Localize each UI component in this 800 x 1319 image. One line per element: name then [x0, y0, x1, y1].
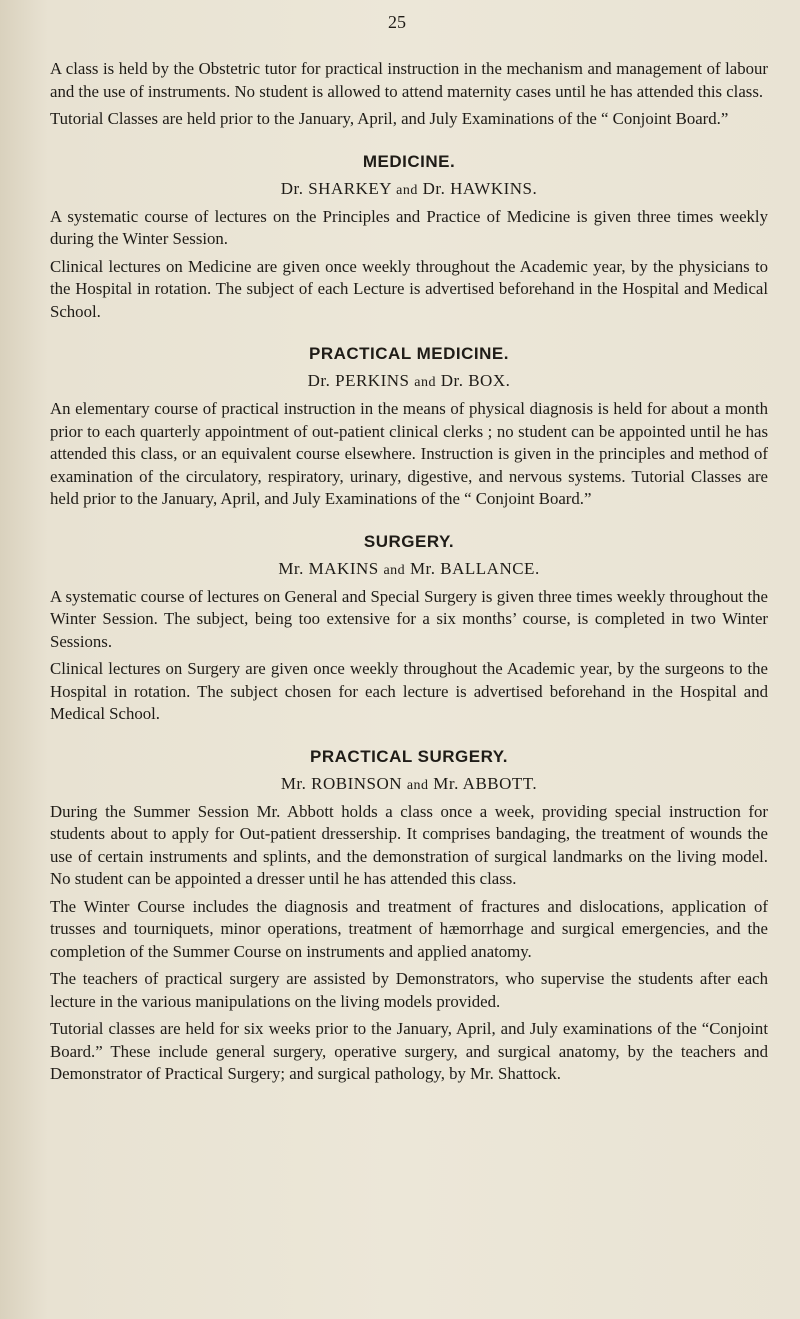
paragraph: A class is held by the Obstetric tutor for practical instruction in the mechanism and management of labour and the use of instruments. No student is allowed to attend maternity cases until he has attended this class. [50, 59, 768, 101]
paragraph: Clinical lectures on Medicine are given once weekly throughout the Academic year, by the physicians to the Hospital in rotation. The subject of each Lecture is advertised beforehand in the Hospital and Medical School. [50, 256, 768, 321]
paragraph: During the Summer Session Mr. Abbott holds a class once a week, providing special instruction for students about to apply for Out-patient dressership. It comprises bandaging, the treatment of wounds the use of certain instruments and splints, and the demonstration of surgical landmarks on the living model. No student can be appointed a dresser until he has attended this class. [50, 801, 768, 888]
lecturer-name: Mr. MAKINS [278, 558, 379, 578]
section-medicine [50, 152, 768, 324]
lecturer-name: Dr. HAWKINS. [422, 178, 538, 198]
lecturers-line [50, 559, 768, 579]
lecturer-name: Dr. SHARKEY [280, 178, 392, 198]
section-heading: PRACTICAL MEDICINE. [309, 344, 509, 363]
paragraph: The Winter Course includes the diagnosis and treatment of fractures and dislocations, application of trusses and tourniquets, minor operations, treatment of hæmorrhage and surgical emergencies, and the completion of the Summer Course on instruments and applied anatomy. [50, 896, 768, 961]
paragraph: Tutorial Classes are held prior to the January, April, and July Examinations of the “ Conjoint Board.” [50, 109, 729, 128]
paragraph: An elementary course of practical instruction in the means of physical diagnosis is held for about a month prior to each quarterly appointment of out-patient clinical clerks ; no student can be appointed until he has attended this class, or an equivalent course elsewhere. Instruction is given in the principles and method of examination of the circulatory, respiratory, urinary, digestive, and nervous systems. Tutorial Classes are held prior to the January, April, and July Examinations of the “ Conjoint Board.” [50, 399, 768, 508]
section-practical-medicine [50, 344, 768, 511]
paragraph: Tutorial classes are held for six weeks prior to the January, April, and July examinations of the “Conjoint Board.” These include general surgery, operative surgery, and surgical anatomy, by the teachers and Demonstrator of Practical Surgery; and surgical pathology, by Mr. Shattock. [50, 1019, 768, 1083]
paragraph: Clinical lectures on Surgery are given once weekly throughout the Academic year, by the surgeons to the Hospital in rotation. The subject chosen for each lecture is advertised beforehand in the Hospital and Medical School. [50, 659, 768, 723]
paragraph: A systematic course of lectures on the Principles and Practice of Medicine is given three times weekly during the Winter Session. [50, 206, 768, 248]
section-heading: PRACTICAL SURGERY. [310, 746, 508, 766]
section-heading: MEDICINE. [362, 151, 456, 171]
section-heading: SURGERY. [363, 531, 455, 551]
lecturers-line [50, 179, 768, 199]
lecturer-name: Mr. ABBOTT. [433, 773, 538, 793]
lecturer-name: Mr. ROBINSON [280, 773, 403, 793]
lecturer-name: Dr. PERKINS [307, 371, 410, 390]
conjunction: and [406, 777, 429, 793]
conjunction: and [414, 375, 436, 390]
lecturer-name: Mr. BALLANCE. [409, 558, 540, 578]
section-practical-surgery [50, 747, 768, 1086]
paragraph: The teachers of practical surgery are assisted by Demonstrators, who supervise the students after each lecture in the various manipulations on the living models provided. [50, 969, 768, 1011]
paragraph: A systematic course of lectures on General and Special Surgery is given three times weekly throughout the Winter Session. The subject, being too extensive for a six months’ course, is completed in two Winter Sessions. [50, 586, 768, 651]
conjunction: and [383, 562, 406, 578]
conjunction: and [396, 182, 418, 198]
page-content [50, 58, 768, 1091]
page-number: 25 [388, 12, 406, 32]
section-surgery [50, 532, 768, 726]
lecturers-line [50, 371, 768, 391]
intro-section [50, 58, 768, 131]
lecturer-name: Dr. BOX. [440, 371, 511, 390]
lecturers-line [50, 774, 768, 794]
